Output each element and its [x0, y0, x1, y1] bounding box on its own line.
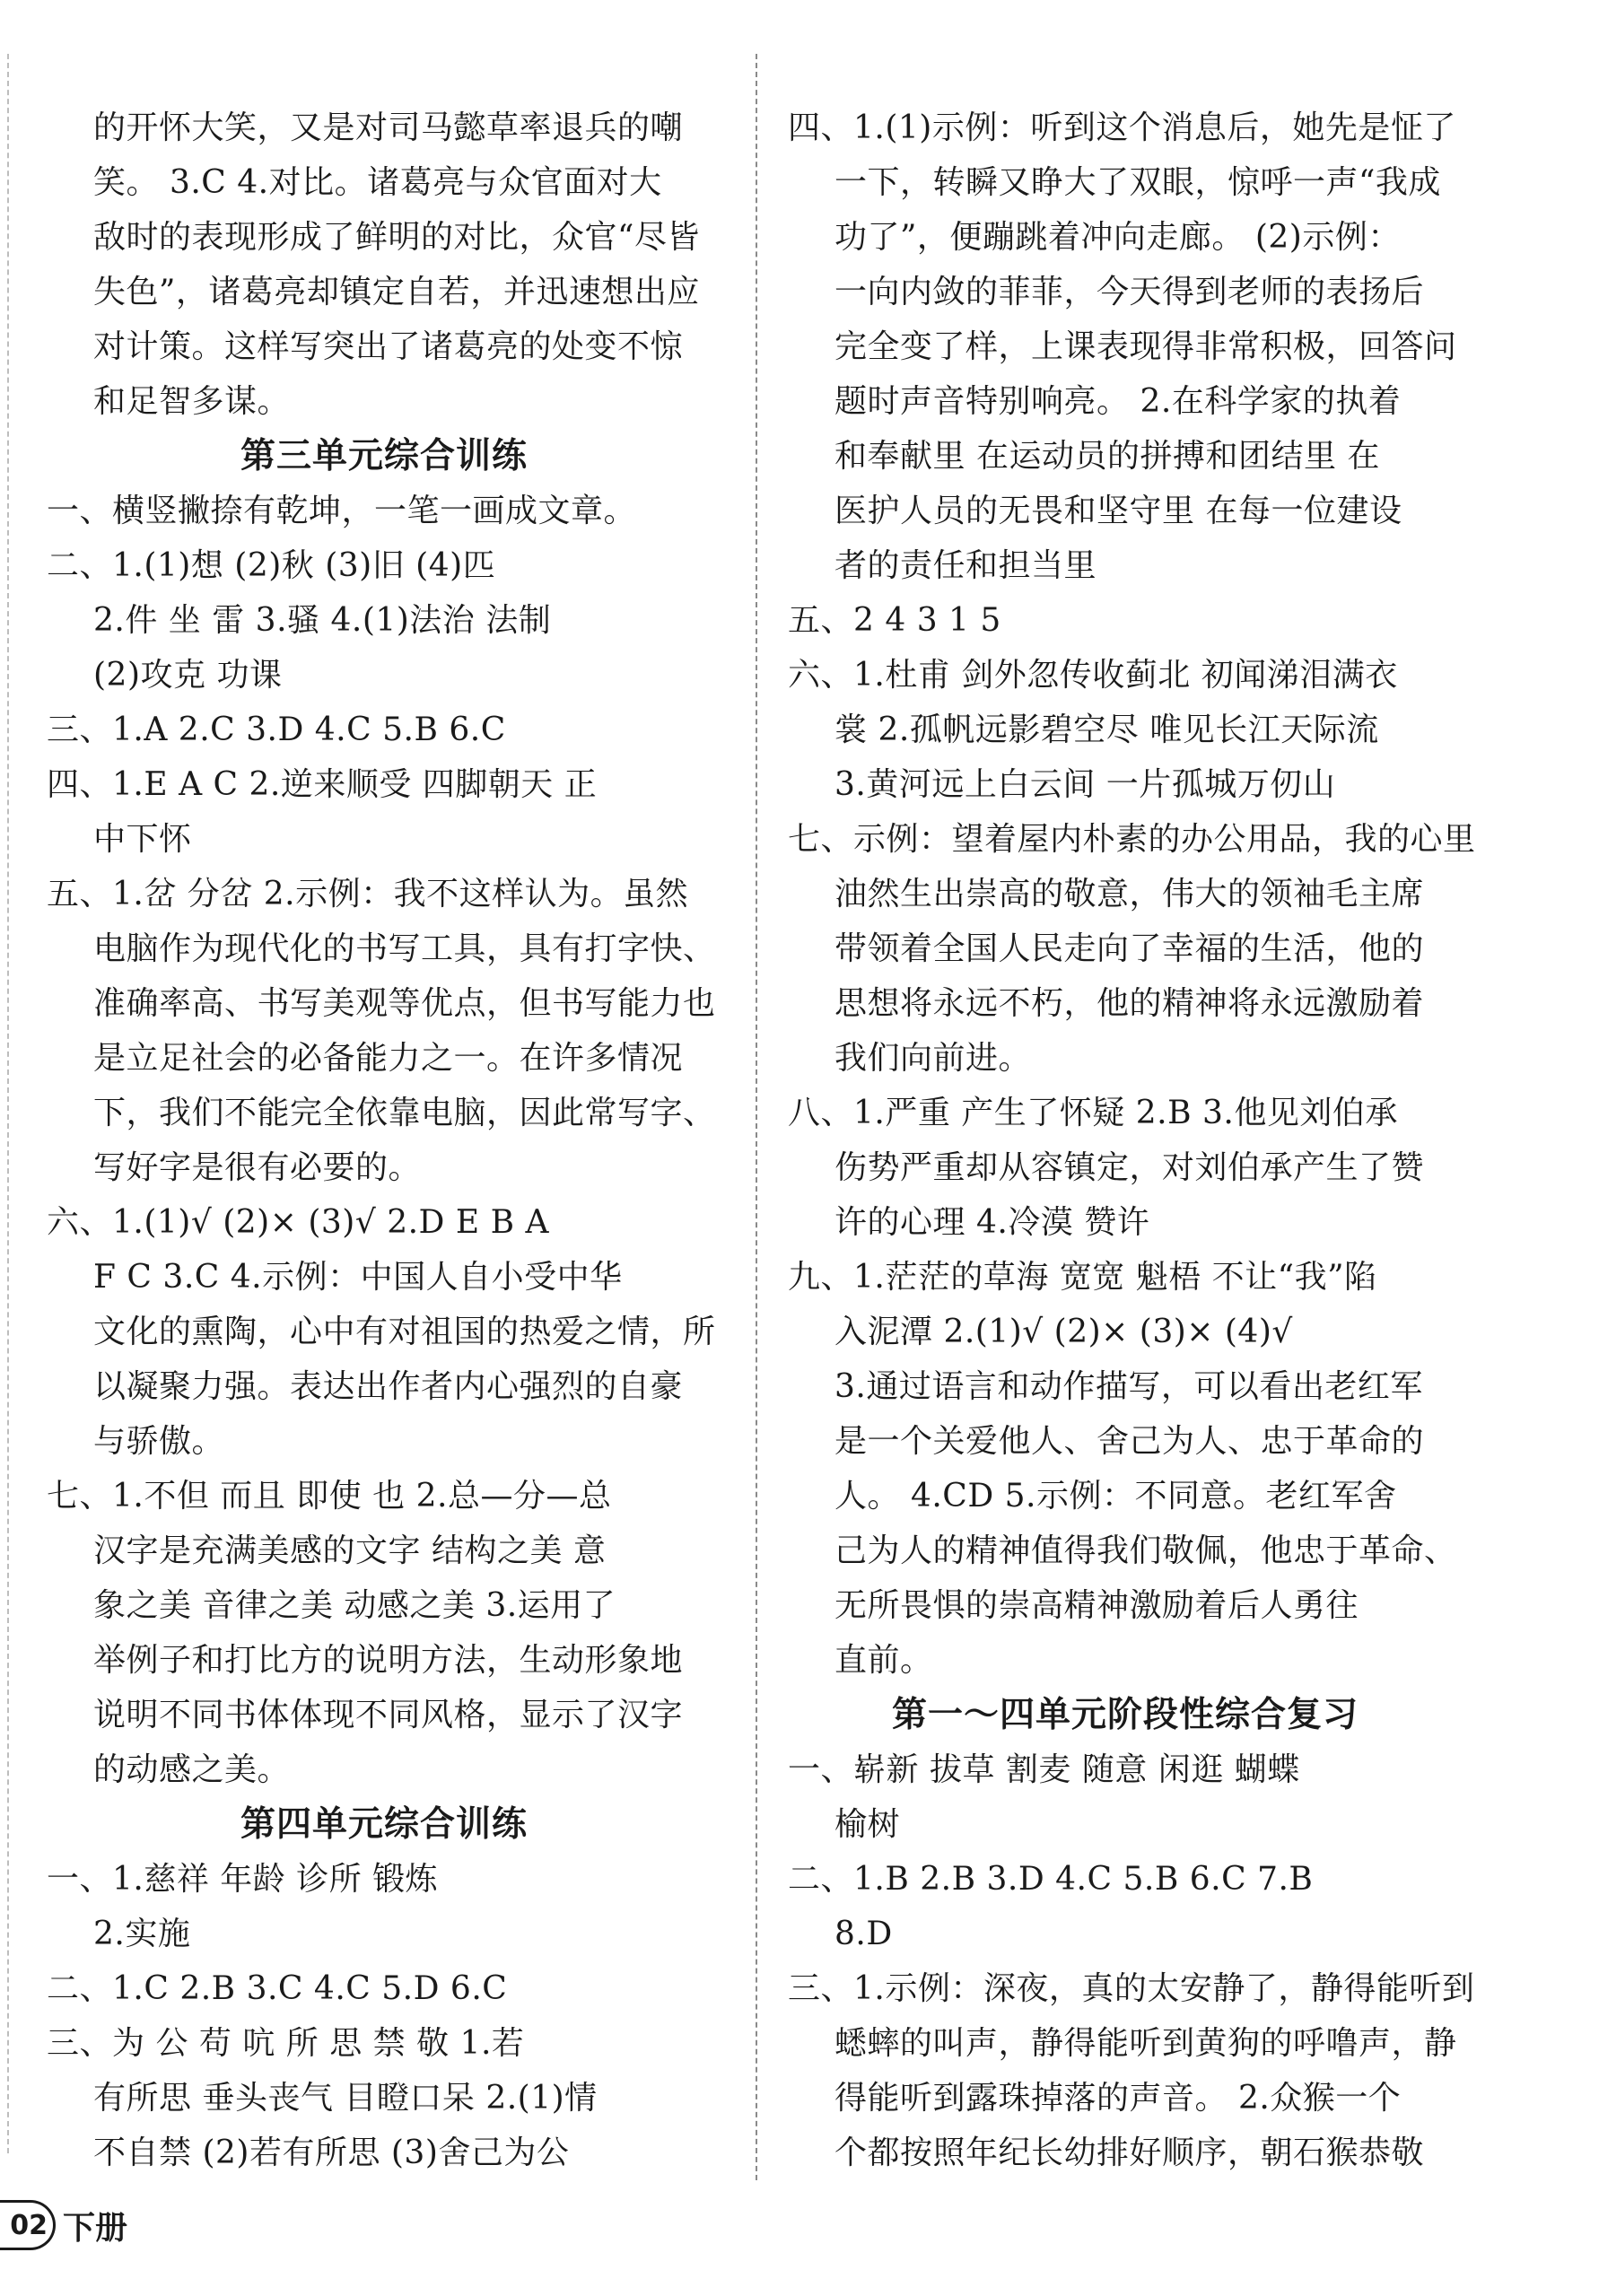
answer-line: 功了”，便蹦跳着冲向走廊。 (2)示例：: [834, 219, 1401, 256]
answer-line: 无所畏惧的崇高精神激励着后人勇往: [834, 1587, 1359, 1624]
section-heading: 第三单元综合训练: [240, 436, 528, 476]
answer-line: 二、1.B 2.B 3.D 4.C 5.B 6.C 7.B: [788, 1861, 1314, 1898]
section-heading: 第四单元综合训练: [240, 1804, 528, 1845]
answer-line: (2)攻克 功课: [93, 657, 283, 694]
answer-line: 对计策。这样写突出了诸葛亮的处变不惊: [93, 328, 684, 365]
answer-line: 3.黄河远上白云间 一片孤城万仞山: [834, 766, 1336, 803]
answer-line: 8.D: [834, 1916, 893, 1952]
answer-line: 带领着全国人民走向了幸福的生活，他的: [834, 930, 1425, 967]
section-heading: 第一～四单元阶段性综合复习: [891, 1695, 1359, 1735]
answer-line: 文化的熏陶，心中有对祖国的热爱之情，所: [93, 1314, 716, 1350]
answer-line: 油然生出崇高的敬意，伟大的领袖毛主席: [834, 876, 1425, 912]
answer-line: 五、2 4 3 1 5: [788, 602, 1001, 639]
answer-line: 榆树: [834, 1806, 901, 1843]
answer-line: 个都按照年纪长幼排好顺序，朝石猴恭敬: [834, 2134, 1425, 2171]
answer-line: 和足智多谋。: [93, 383, 291, 420]
right-column: [788, 100, 1476, 2180]
answer-line: 笑。 3.C 4.对比。诸葛亮与众官面对大: [93, 164, 662, 201]
answer-line: 裳 2.孤帆远影碧空尽 唯见长江天际流: [834, 711, 1379, 748]
answer-line: 二、1.(1)想 (2)秋 (3)旧 (4)匹: [47, 547, 496, 584]
answer-line: 的开怀大笑，又是对司马懿草率退兵的嘲: [93, 109, 684, 146]
answer-line: 六、1.杜甫 剑外忽传收蓟北 初闻涕泪满衣: [788, 657, 1398, 694]
answer-line: 七、示例：望着屋内朴素的办公用品，我的心里: [788, 821, 1476, 858]
answer-line: 六、1.(1)√ (2)× (3)√ 2.D E B A: [47, 1204, 549, 1241]
answer-line: 题时声音特别响亮。 2.在科学家的执着: [834, 383, 1402, 420]
answer-line: 与骄傲。: [93, 1423, 225, 1460]
answer-line: 七、1.不但 而且 即使 也 2.总—分—总: [47, 1478, 612, 1515]
answer-line: 中下怀: [93, 821, 192, 858]
answer-line: 己为人的精神值得我们敬佩，他忠于革命、: [834, 1532, 1457, 1569]
answer-line: 有所思 垂头丧气 目瞪口呆 2.(1)情: [93, 2080, 598, 2117]
answer-line: 以凝聚力强。表达出作者内心强烈的自豪: [93, 1368, 684, 1405]
answer-line: 下，我们不能完全依靠电脑，因此常写字、: [93, 1095, 716, 1131]
answer-line: 和奉献里 在运动员的拼搏和团结里 在: [834, 438, 1380, 475]
answer-line: 四、1.(1)示例：听到这个消息后，她先是怔了: [788, 109, 1456, 146]
answer-line: 三、为 公 苟 吭 所 思 禁 敬 1.若: [47, 2025, 525, 2062]
answer-line: 四、1.E A C 2.逆来顺受 四脚朝天 正: [47, 766, 598, 803]
answer-line: 入泥潭 2.(1)√ (2)× (3)× (4)√: [834, 1314, 1293, 1350]
volume-label: 下册: [63, 2209, 128, 2247]
answer-line: 伤势严重却从容镇定，对刘伯承产生了赞: [834, 1149, 1425, 1186]
answer-line: 者的责任和担当里: [834, 547, 1097, 584]
answer-line: 不自禁 (2)若有所思 (3)舍己为公: [93, 2134, 570, 2171]
column-divider: [756, 54, 757, 2180]
answer-line: 我们向前进。: [834, 1040, 1032, 1077]
answer-line: 是立足社会的必备能力之一。在许多情况: [93, 1040, 684, 1077]
answer-line: 准确率高、书写美观等优点，但书写能力也: [93, 985, 716, 1022]
answer-line: 九、1.茫茫的草海 宽宽 魁梧 不让“我”陷: [788, 1259, 1377, 1296]
answer-line: 二、1.C 2.B 3.C 4.C 5.D 6.C: [47, 1970, 508, 2007]
answer-line: 电脑作为现代化的书写工具，具有打字快、: [93, 930, 716, 967]
answer-line: 一、崭新 拔草 割麦 随意 闲逛 蝴蝶: [788, 1751, 1300, 1788]
answer-line: F C 3.C 4.示例：中国人自小受中华: [93, 1259, 623, 1296]
answer-line: 敌时的表现形成了鲜明的对比，众官“尽皆: [93, 219, 700, 256]
answer-line: 3.通过语言和动作描写，可以看出老红军: [834, 1368, 1423, 1405]
answer-line: 直前。: [834, 1642, 933, 1679]
answer-line: 的动感之美。: [93, 1751, 291, 1788]
answer-line: 是一个关爱他人、舍己为人、忠于革命的: [834, 1423, 1425, 1460]
answer-line: 2.件 坐 雷 3.骚 4.(1)法治 法制: [93, 602, 552, 639]
answer-line: 说明不同书体体现不同风格，显示了汉字: [93, 1697, 684, 1733]
answer-line: 八、1.严重 产生了怀疑 2.B 3.他见刘伯承: [788, 1095, 1398, 1131]
left-column: [47, 100, 721, 2180]
answer-line: 一向内敛的菲菲，今天得到老师的表扬后: [834, 274, 1425, 310]
answer-line: 得能听到露珠掉落的声音。 2.众猴一个: [834, 2080, 1402, 2117]
answer-line: 完全变了样，上课表现得非常积极，回答问: [834, 328, 1457, 365]
answer-line: 一下，转瞬又睁大了双眼，惊呼一声“我成: [834, 164, 1441, 201]
page-number: 02: [0, 2200, 56, 2250]
page-footer: [0, 2198, 127, 2252]
answer-line: 举例子和打比方的说明方法，生动形象地: [93, 1642, 684, 1679]
answer-line: 蟋蟀的叫声，静得能听到黄狗的呼噜声，静: [834, 2025, 1457, 2062]
answer-line: 写好字是很有必要的。: [93, 1149, 422, 1186]
answer-line: 2.实施: [93, 1916, 191, 1952]
answer-line: 失色”，诸葛亮却镇定自若，并迅速想出应: [93, 274, 700, 310]
answer-line: 象之美 音律之美 动感之美 3.运用了: [93, 1587, 616, 1624]
answer-line: 汉字是充满美感的文字 结构之美 意: [93, 1532, 607, 1569]
answer-line: 人。 4.CD 5.示例：不同意。老红军舍: [834, 1478, 1397, 1515]
answer-line: 思想将永远不朽，他的精神将永远激励着: [834, 985, 1425, 1022]
answer-line: 许的心理 4.冷漠 赞许: [834, 1204, 1150, 1241]
answer-line: 医护人员的无畏和坚守里 在每一位建设: [834, 493, 1402, 529]
answer-line: 一、横竖撇捺有乾坤，一笔一画成文章。: [47, 493, 637, 529]
answer-line: 五、1.岔 分岔 2.示例：我不这样认为。虽然: [47, 876, 689, 912]
left-edge-dashed-mark: [7, 54, 9, 2153]
answer-line: 一、1.慈祥 年龄 诊所 锻炼: [47, 1861, 439, 1898]
answer-line: 三、1.示例：深夜，真的太安静了，静得能听到: [788, 1970, 1475, 2007]
answer-line: 三、1.A 2.C 3.D 4.C 5.B 6.C: [47, 711, 506, 748]
